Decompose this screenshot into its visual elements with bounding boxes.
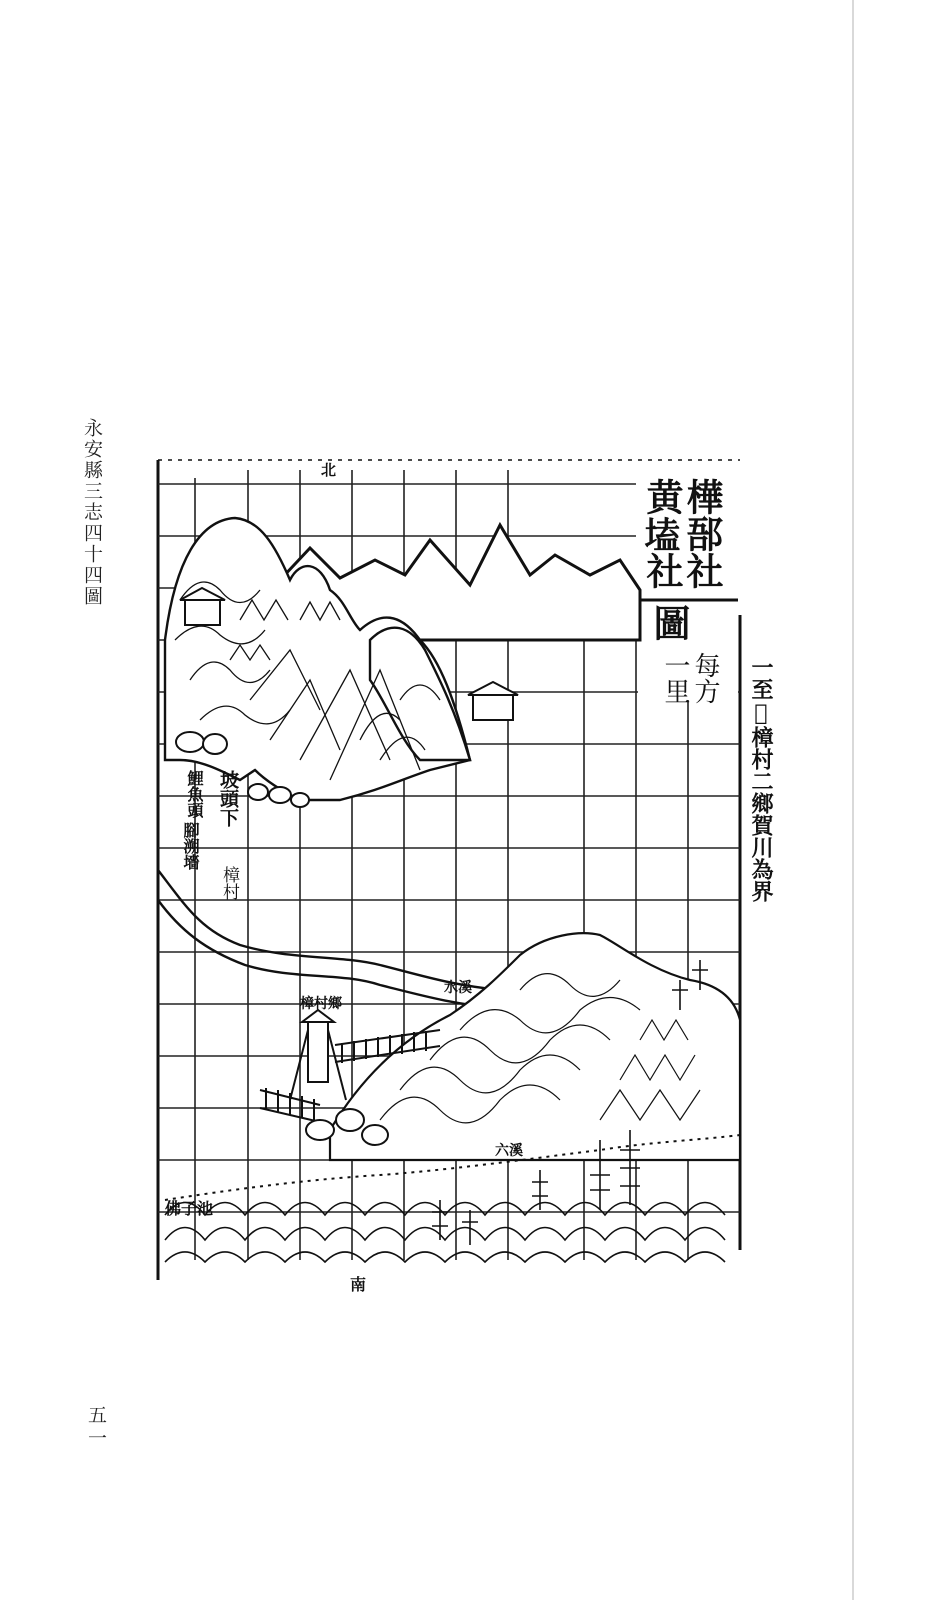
scale-note-col2: 一里	[660, 652, 690, 704]
watchtower	[290, 1010, 346, 1100]
label-north-edge: 北	[319, 462, 337, 477]
running-head: 永安縣三志四十四圖	[81, 418, 103, 607]
label-liuxi: 六溪	[495, 1143, 523, 1159]
label-stream: 水溪	[444, 980, 472, 996]
folio-number: 五一	[85, 1405, 107, 1451]
label-liyutou: 鯉魚頭	[185, 770, 204, 818]
label-zhangcun: 樟村	[219, 866, 239, 900]
label-potouxia: 坡頭下	[217, 770, 239, 827]
map-title-suffix: 圖	[647, 604, 691, 641]
label-south-edge: 南	[350, 1275, 367, 1294]
label-fozichi: 佛子池	[165, 1199, 214, 1218]
scale-note-col1: 每方	[690, 652, 720, 704]
label-zhangcun-xiang: 樟村鄉	[300, 996, 342, 1012]
map-title-col2: 黄𡏖社	[640, 478, 684, 589]
border-note: 一至𨤼樟村二鄉賀川為界	[748, 656, 774, 902]
pavilion	[468, 682, 518, 720]
label-jiaosuqiang: 腳溯墻	[181, 822, 200, 870]
map-title-col1: 樺郚社	[680, 478, 724, 589]
